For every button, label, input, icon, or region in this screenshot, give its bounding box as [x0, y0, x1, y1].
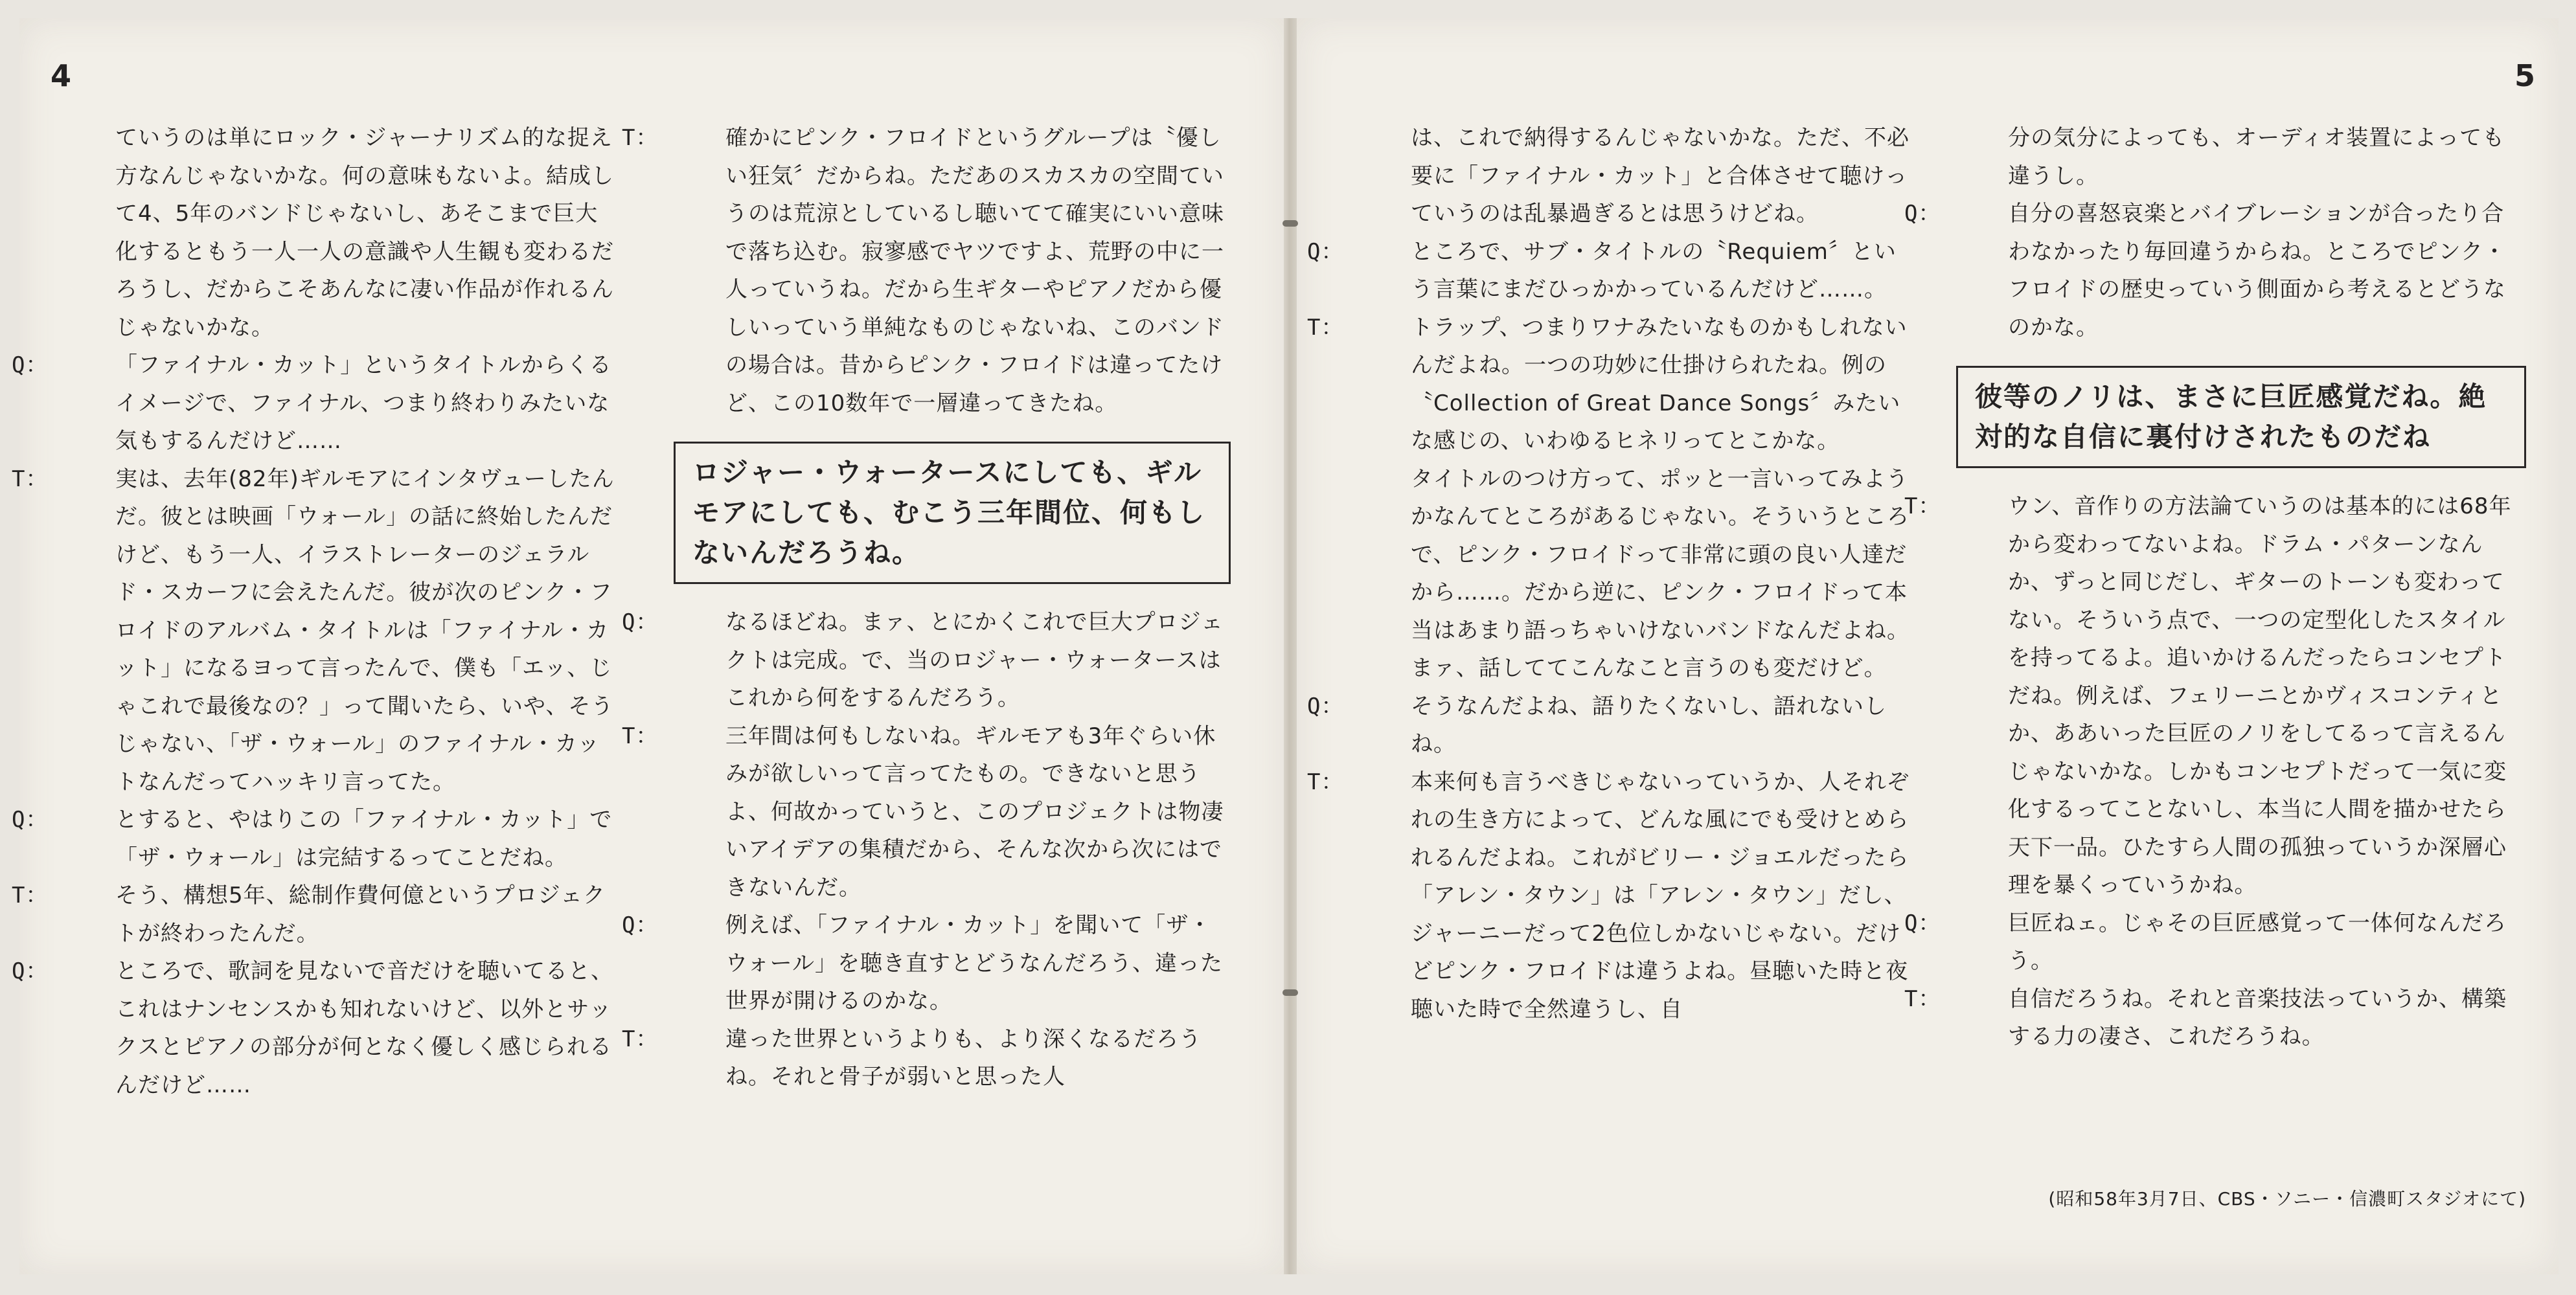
- dialogue-text: 実は、去年(82年)ギルモアにインタヴューしたんだ。彼とは映画「ウォール」の話に終始したんだけど、もう一人、イラストレーターのジェラルド・スカーフに会えたんだ。彼が次のピンク・フロイドのアルバム・タイトルは「ファイナル・カット」になるヨって言ったんで、僕も「エッ、じゃこれで最後なの？」って聞いたら、いや、そうじゃない、「ザ・ウォール」のファイナル・カットなんだってハッキリ言ってた。: [115, 466, 615, 795]
- dialogue-text: ところで、サブ・タイトルの〝Requiem〞という言葉にまだひっかかっているんだけど……。: [1411, 238, 1897, 302]
- dialogue-text: ウン、音作りの方法論ていうのは基本的には68年から変わってないよね。ドラム・パターンなんか、ずっと同じだし、ギターのトーンも変わってない。そういう点で、一つの定型化したスタイルを持ってるよ。追いかけるんだったらコンセプトだね。例えば、フェリーニとかヴィスコンティとか、ああいった巨匠のノリをしてるって言えるんじゃないかな。しかもコンセプトだって一気に変化するってことないし、本当に人間を描かせたら天下一品。ひたすら人間の孤独っていうか深層心理を暴くっていうかね。: [2008, 493, 2512, 898]
- dialogue-paragraph: [1359, 460, 1916, 688]
- dialogue-text: 確かにピンク・フロイドというグループは〝優しい狂気〞だからね。ただあのスカスカの空間ていうのは荒涼としているし聴いてて確実にいい意味で落ち込む。寂寥感でヤツですよ、荒野の中に一人っていうね。だから生ギターやピアノだから優しいっていう単純なものじゃないね、このバンドの場合は。昔からピンク・フロイドは違ってたけど、この10数年で一層違ってきたね。: [725, 125, 1224, 416]
- dialogue-text: トラップ、つまりワナみたいなものかもしれないんだよね。一つの功妙に仕掛けられたね。例の〝Collection of Great Dance Songs〞みたいな感じの、いわゆるヒネリってとこかな。: [1411, 314, 1908, 454]
- interview-credit: (昭和58年3月7日、CBS・ソニー・信濃町スタジオにて): [2048, 1188, 2526, 1210]
- dialogue-text: 「ファイナル・カット」というタイトルからくるイメージで、ファイナル、つまり終わりみたいな気もするんだけど……: [115, 352, 612, 454]
- column-3: [1307, 119, 1916, 1028]
- dialogue-text: そうなんだよね、語りたくないし、語れないしね。: [1411, 693, 1887, 757]
- dialogue-text: 違った世界というよりも、より深くなるだろうね。それと骨子が弱いと思った人: [725, 1026, 1202, 1090]
- speaker-label: T：: [622, 723, 659, 749]
- page-number-left: 4: [51, 58, 72, 93]
- speaker-label: Q：: [12, 807, 49, 833]
- speaker-label: T：: [12, 466, 49, 492]
- dialogue-paragraph: [1904, 905, 2526, 980]
- dialogue-paragraph: [622, 906, 1231, 1020]
- page-number-right: 5: [2514, 58, 2536, 93]
- dialogue-paragraph: [622, 603, 1231, 717]
- column-2: [622, 119, 1231, 1096]
- dialogue-paragraph: [622, 119, 1231, 422]
- speaker-label: Q：: [1307, 693, 1344, 719]
- speaker-label: T：: [1904, 985, 1941, 1012]
- dialogue-paragraph: [12, 877, 621, 952]
- column-4: [1904, 119, 2526, 1056]
- speaker-label: Q：: [1307, 238, 1344, 265]
- speaker-label: Q：: [622, 912, 659, 938]
- speaker-label: T：: [1904, 493, 1941, 519]
- speaker-label: T：: [622, 1026, 659, 1052]
- staple-top: [1282, 220, 1298, 227]
- booklet-gutter: [1284, 18, 1297, 1274]
- speaker-label: T：: [622, 125, 659, 151]
- dialogue-text: 自分の喜怒哀楽とバイブレーションが合ったり合わなかったり毎回違うからね。ところでピンク・フロイドの歴史っていう側面から考えるとどうなのかな。: [2008, 201, 2506, 341]
- dialogue-paragraph: [1307, 233, 1916, 309]
- staple-bottom: [1282, 989, 1298, 996]
- speaker-label: T：: [12, 883, 49, 908]
- dialogue-text: そう、構想5年、総制作費何億というプロジェクトが終わったんだ。: [115, 883, 606, 947]
- dialogue-paragraph: [1359, 119, 1916, 233]
- speaker-label: Q：: [1904, 201, 1941, 227]
- dialogue-paragraph: [1307, 763, 1916, 1029]
- dialogue-text: 三年間は何もしないね。ギルモアも3年ぐらい休みが欲しいって言ってたもの。できないと思うよ、何故かっていうと、このプロジェクトは物凄いアイデアの集積だから、そんな次から次にはできないんだ。: [725, 723, 1224, 901]
- dialogue-paragraph: [12, 952, 621, 1104]
- pull-quote-right: 彼等のノリは、まさに巨匠感覚だね。絶対的な自信に裏付けされたものだね: [1956, 366, 2526, 468]
- dialogue-text: 自信だろうね。それと音楽技法っていうか、構築する力の凄さ、これだろうね。: [2008, 985, 2507, 1050]
- dialogue-paragraph: [1904, 488, 2526, 905]
- dialogue-text: は、これで納得するんじゃないかな。ただ、不必要に「ファイナル・カット」と合体させて聴けっていうのは乱暴過ぎるとは思うけどね。: [1411, 125, 1909, 227]
- dialogue-paragraph: [622, 717, 1231, 907]
- pull-quote-left: ロジャー・ウォータースにしても、ギルモアにしても、むこう三年間位、何もしないんだろうね。: [674, 442, 1231, 584]
- dialogue-paragraph: [622, 1020, 1231, 1096]
- dialogue-paragraph: [12, 801, 621, 877]
- dialogue-text: ていうのは単にロック・ジャーナリズム的な捉え方なんじゃないかな。何の意味もないよ。結成して4、5年のバンドじゃないし、あそこまで巨大化するともう一人一人の意識や人生観も変わるだろうし、だからこそあんなに凄い作品が作れるんじゃないかな。: [115, 125, 614, 341]
- dialogue-text: なるほどね。まァ、とにかくこれで巨大プロジェクトは完成。で、当のロジャー・ウォータースはこれから何をするんだろう。: [725, 609, 1224, 711]
- speaker-label: T：: [1307, 769, 1344, 795]
- speaker-label: Q：: [1904, 910, 1941, 936]
- dialogue-paragraph: [1904, 195, 2526, 346]
- dialogue-paragraph: [1307, 309, 1916, 460]
- dialogue-paragraph: [12, 460, 621, 802]
- dialogue-text: とすると、やはりこの「ファイナル・カット」で「ザ・ウォール」は完結するってことだね。: [115, 807, 613, 871]
- dialogue-paragraph: [1956, 119, 2526, 195]
- dialogue-paragraph: [1904, 980, 2526, 1056]
- speaker-label: T：: [1307, 314, 1344, 341]
- dialogue-text: ところで、歌詞を見ないで音だけを聴いてると、これはナンセンスかも知れないけど、以外とサックスとピアノの部分が何となく優しく感じられるんだけど……: [115, 958, 613, 1098]
- dialogue-text: 本来何も言うべきじゃないっていうか、人それぞれの生き方によって、どんな風にでも受けとめられるんだよね。これがビリー・ジョエルだったら「アレン・タウン」は「アレン・タウン」だし、ジャーニーだって2色位しかないじゃない。だけどピンク・フロイドは違うよね。昼聴いた時と夜聴いた時で全然違うし、自: [1411, 769, 1909, 1022]
- dialogue-text: 分の気分によっても、オーディオ装置によっても違うし。: [2008, 125, 2505, 189]
- dialogue-text: 例えば、「ファイナル・カット」を聞いて「ザ・ウォール」を聴き直すとどうなんだろう、違った世界が開けるのかな。: [725, 912, 1223, 1014]
- dialogue-text: タイトルのつけ方って、ポッと一言いってみようかなんてところがあるじゃない。そういうところで、ピンク・フロイドって非常に頭の良い人達だから……。だから逆に、ピンク・フロイドって本当はあまり語っちゃいけないバンドなんだよね。まァ、話しててこんなこと言うのも変だけど。: [1411, 466, 1909, 681]
- speaker-label: Q：: [12, 958, 49, 984]
- dialogue-text: 巨匠ねェ。じゃその巨匠感覚って一体何なんだろう。: [2008, 910, 2507, 974]
- column-1: [12, 119, 621, 1104]
- speaker-label: Q：: [622, 609, 659, 635]
- dialogue-paragraph: [1307, 688, 1916, 763]
- speaker-label: Q：: [12, 352, 49, 378]
- dialogue-paragraph: [12, 346, 621, 460]
- dialogue-paragraph: [63, 119, 621, 346]
